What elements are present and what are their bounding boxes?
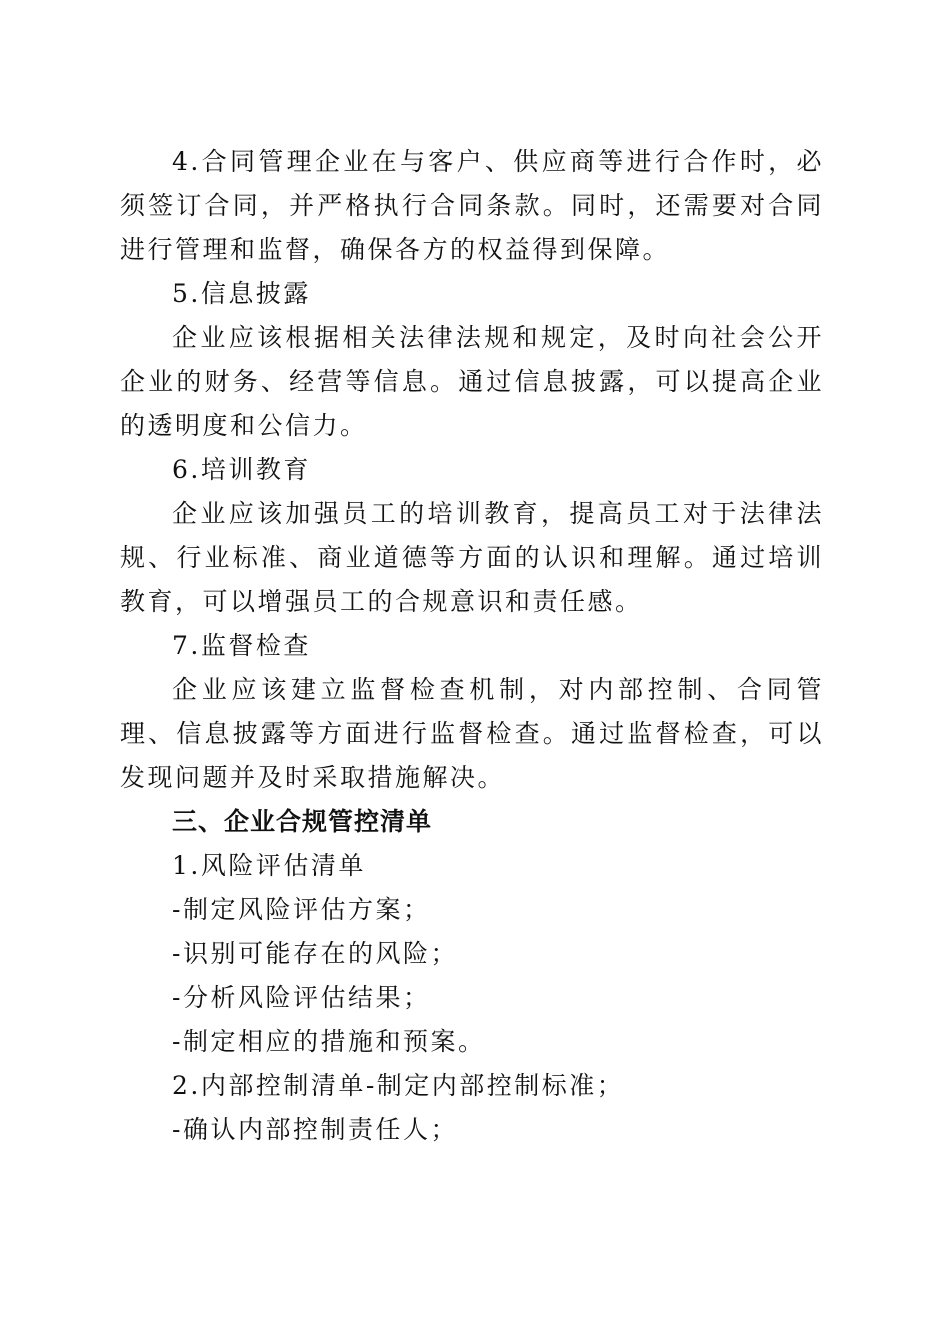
contract-body: 企业在与客户、供应商等进行合作时，必须签订合同，并严格执行合同条款。同时，还需要对合同进行管理和监督，确保各方的权益得到保障。 [120, 147, 824, 264]
document-page [120, 140, 824, 1152]
risk-list-item: -分析风险评估结果； [172, 983, 431, 1012]
contract-paragraph [120, 140, 824, 272]
supervision-body: 企业应该建立监督检查机制，对内部控制、合同管理、信息披露等方面进行监督检查。通过监督检查，可以发现问题并及时采取措施解决。 [120, 675, 824, 792]
contract-title: 4.合同管理 [172, 147, 315, 176]
internal-control-title: 2.内部控制清单-制定内部控制标准； [172, 1071, 625, 1100]
training-title: 6.培训教育 [172, 455, 311, 484]
section-heading: 三、企业合规管控清单 [172, 807, 433, 836]
disclosure-title: 5.信息披露 [172, 279, 311, 308]
disclosure-body: 企业应该根据相关法律法规和规定，及时向社会公开企业的财务、经营等信息。通过信息披露，可以提高企业的透明度和公信力。 [120, 323, 824, 440]
supervision-title: 7.监督检查 [172, 631, 311, 660]
training-body: 企业应该加强员工的培训教育，提高员工对于法律法规、行业标准、商业道德等方面的认识和理解。通过培训教育，可以增强员工的合规意识和责任感。 [120, 499, 824, 616]
risk-list-item: -制定风险评估方案； [172, 895, 431, 924]
risk-list-item: -识别可能存在的风险； [172, 939, 458, 968]
risk-list-item: -制定相应的措施和预案。 [172, 1027, 486, 1056]
risk-list-title: 1.风险评估清单 [172, 851, 366, 880]
internal-control-item: -确认内部控制责任人； [172, 1115, 458, 1144]
